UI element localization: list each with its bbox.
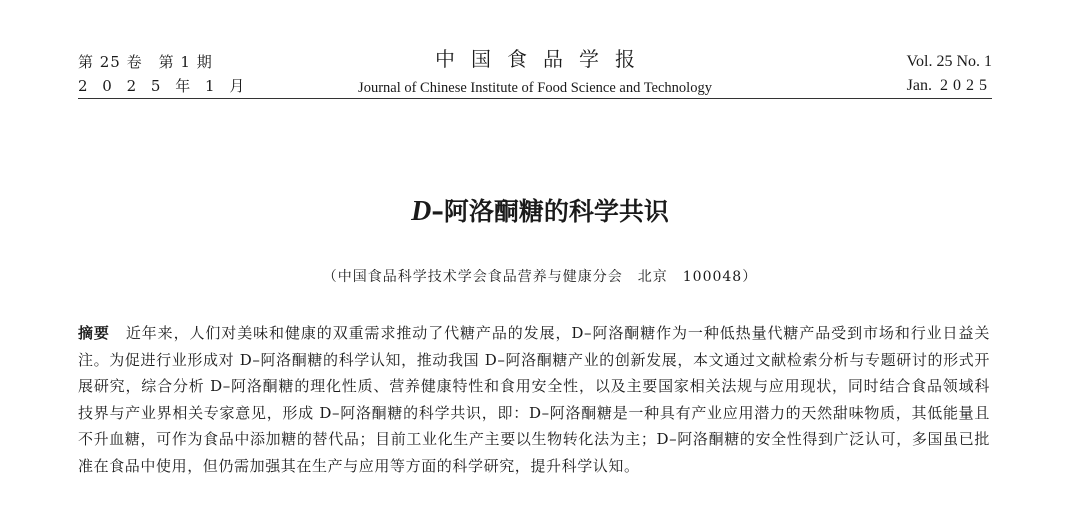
article-title bbox=[0, 192, 1080, 232]
abstract-label: 摘要 bbox=[78, 324, 110, 342]
month-en: Jan. bbox=[906, 77, 932, 94]
issue-info-en bbox=[907, 50, 993, 98]
publication-date-en bbox=[907, 74, 993, 98]
volume-issue: 第 25 卷 第 1 期 bbox=[78, 53, 213, 71]
abstract-text: 近年来，人们对美味和健康的双重需求推动了代糖产品的发展，D–阿洛酮糖作为一种低热量代糖产品受到市场和行业日益关注。为促进行业形成对 D–阿洛酮糖的科学认知，推动我国 D–阿洛酮糖产业的创新发展，本文通过文献检索分析与专题研讨的形式开展研究，综合分析 D–阿洛酮糖的理化性质、营养健康特性和食用安全性，以及主要国家相关法规与应用现状，同时结合食品领域科技界与产业界相关专家意见，形成 D–阿洛酮糖的科学共识，即：D–阿洛酮糖是一种具有产业应用潜力的天然甜味物质，其低能量且不升血糖，可作为食品中添加糖的替代品；目前工业化生产主要以生物转化法为主；D–阿洛酮糖的安全性得到广泛认可，多国虽已批准在食品中使用，但仍需加强其在生产与应用等方面的科学研究，提升科学认知。 bbox=[78, 324, 990, 475]
header-rule bbox=[78, 98, 992, 99]
title-prefix: D bbox=[411, 196, 432, 227]
publication-date: 2 0 2 5 年 1 月 bbox=[78, 77, 250, 95]
year-en: 2025 bbox=[940, 77, 992, 94]
title-main: –阿洛酮糖的科学共识 bbox=[431, 197, 669, 226]
journal-header bbox=[78, 46, 992, 98]
journal-name bbox=[78, 46, 992, 100]
abstract bbox=[78, 320, 990, 479]
journal-name-cn: 中国食品学报 bbox=[435, 47, 651, 71]
affiliation: （中国食品科学技术学会食品营养与健康分会 北京 100048） bbox=[322, 269, 758, 285]
journal-name-en: Journal of Chinese Institute of Food Science and Technology bbox=[358, 80, 712, 96]
volume-issue-en: Vol. 25 No. 1 bbox=[906, 53, 992, 70]
